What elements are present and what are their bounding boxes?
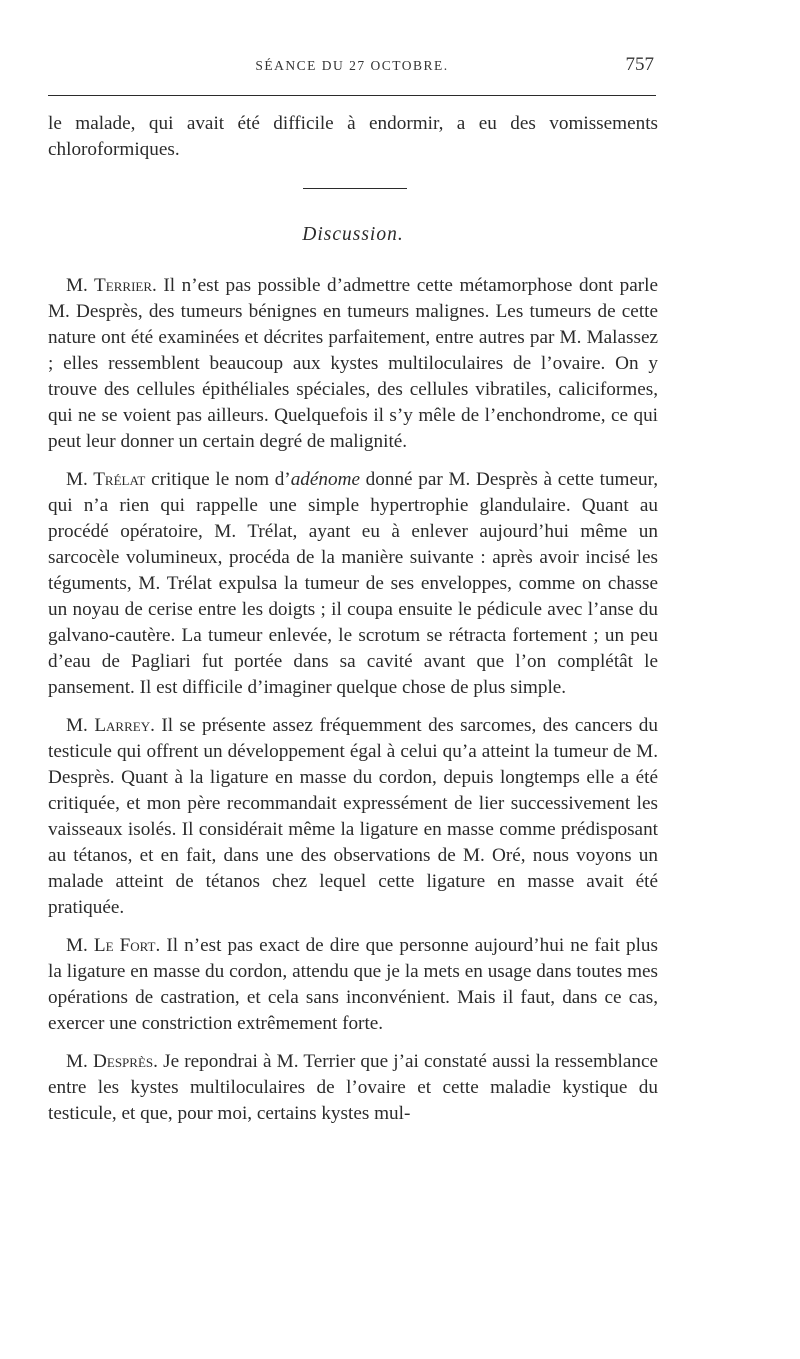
paragraph-larrey — [48, 713, 658, 921]
paragraph-text: critique le nom d’ — [145, 469, 291, 490]
paragraph-text: donné par M. Desprès à cette tumeur, qui n’a rien qui rappelle une simple hypertrophie glandulaire. Quant au procédé opératoire, M. Trélat, ayant eu à enlever aujourd’hui même un sarcocèle volumineux, procéda de la manière suivante : après avoir incisé les téguments, M. Trélat expulsa la tumeur de ses enveloppes, comme on chasse un noyau de cerise entre les doigts ; il coupa ensuite le pédicule avec l’anse du galvano-cautère. La tumeur enlevée, le scrotum se rétracta fortement ; un peu d’eau de Pagliari fut portée dans sa cavité avant que l’on complétât le pansement. Il est difficile d’imaginer quelque chose de plus simple. — [48, 469, 658, 698]
speaker-name: M. Desprès. — [66, 1051, 158, 1072]
speaker-name: M. Terrier. — [66, 275, 157, 296]
paragraph-text: Il n’est pas exact de dire que personne aujourd’hui ne fait plus la ligature en masse du cordon, attendu que je la mets en usage dans toutes mes opérations de castration, et cela sans inconvénient. Mais il faut, dans ce cas, exercer une constriction extrêmement forte. — [48, 935, 658, 1034]
section-heading: Discussion. — [302, 224, 404, 245]
section-divider — [303, 188, 407, 189]
paragraph-despres — [48, 1049, 658, 1127]
header-rule — [48, 95, 656, 96]
speaker-name: M. Larrey. — [66, 715, 155, 736]
body-text — [48, 111, 658, 1127]
speaker-name: M. Trélat — [66, 469, 146, 490]
paragraph-text: Je repondrai à M. Terrier que j’ai constaté aussi la ressemblance entre les kystes multiloculaires de l’ovaire et cette maladie kystique du testicule, et que, pour moi, certains kystes mul- — [48, 1051, 658, 1124]
running-title: SÉANCE DU 27 OCTOBRE. — [255, 58, 449, 73]
page-header — [48, 54, 656, 80]
speaker-name: M. Le Fort. — [66, 935, 161, 956]
paragraph-trelat — [48, 467, 658, 701]
page-number: 757 — [625, 54, 654, 75]
paragraph-terrier — [48, 273, 658, 455]
emphasized-term: adénome — [290, 469, 360, 490]
continuation-paragraph: le malade, qui avait été difficile à endormir, a eu des vomissements chloroformiques. — [48, 113, 658, 160]
paragraph-text: Il n’est pas possible d’admettre cette métamorphose dont parle M. Desprès, des tumeurs bénignes en tumeurs malignes. Les tumeurs de cette nature ont été examinées et décrites parfaitement, entre autres par M. Malassez ; elles ressemblent beaucoup aux kystes multiloculaires de l’ovaire. On y trouve des cellules épithéliales spéciales, des cellules vibratiles, caliciformes, qui ne se voient pas ailleurs. Quelquefois il s’y mêle de l’enchondrome, ce qui peut leur donner un certain degré de malignité. — [48, 275, 658, 452]
paragraph-text: Il se présente assez fréquemment des sarcomes, des cancers du testicule qui offrent un développement égal à celui qu’a atteint la tumeur de M. Desprès. Quant à la ligature en masse du cordon, depuis longtemps elle a été critiquée, et mon père recommandait expressément de lier successivement les vaisseaux isolés. Il considérait même la ligature en masse comme prédisposant au tétanos, et en fait, dans une des observations de M. Oré, nous voyons un malade atteint de tétanos chez lequel cette ligature en masse avait été pratiquée. — [48, 715, 658, 918]
paragraph-le-fort — [48, 933, 658, 1037]
